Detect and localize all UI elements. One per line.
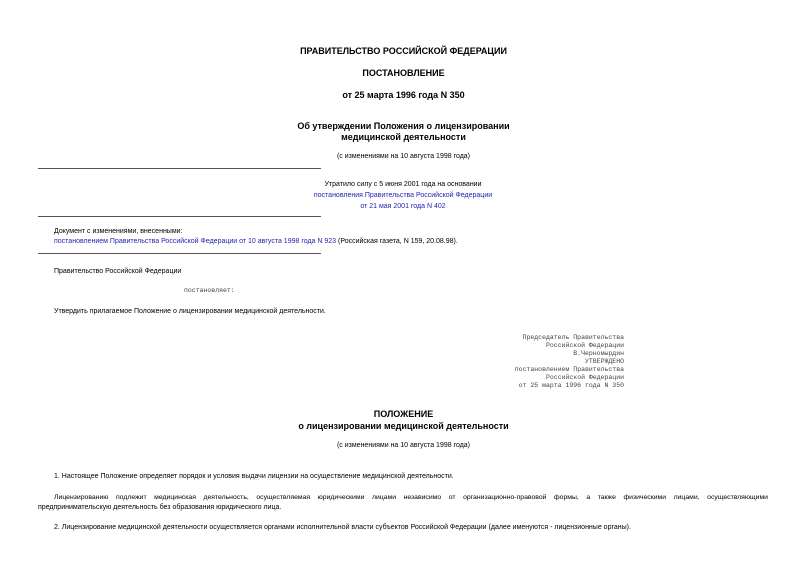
regulation-title: ПОЛОЖЕНИЕ bbox=[373, 409, 434, 419]
approval-line: УТВЕРЖДЕНО bbox=[584, 358, 624, 365]
approve-text: Утвердить прилагаемое Положение о лицензировании медицинской деятельности. bbox=[54, 308, 326, 315]
expired-link-line-2[interactable]: от 21 мая 2001 года N 402 bbox=[360, 203, 446, 210]
changes-line bbox=[54, 236, 458, 247]
approval-line: Председатель Правительства bbox=[522, 334, 624, 341]
paragraph-2-line-2: предпринимательскую деятельность без образования юридического лица. bbox=[38, 504, 282, 511]
paragraph-2-line-1: Лицензированию подлежит медицинская деятельность, осуществляемая юридическими лицами независимо от организационно-правовой формы, а также физическими лицами, осуществляющими bbox=[54, 494, 768, 501]
approval-line: В.Черномырдин bbox=[573, 350, 624, 357]
expired-line: Утратило силу с 5 июня 2001 года на основании bbox=[324, 181, 482, 188]
title-line-1: Об утверждении Положения о лицензировании bbox=[297, 121, 510, 131]
paragraph-1: 1. Настоящее Положение определяет порядок и условия выдачи лицензии на осуществление медицинской деятельности. bbox=[54, 473, 454, 480]
approval-line: постановлением Правительства bbox=[514, 366, 624, 373]
government-heading: ПРАВИТЕЛЬСТВО РОССИЙСКОЙ ФЕДЕРАЦИИ bbox=[300, 46, 507, 56]
issuer-text: Правительство Российской Федерации bbox=[54, 268, 182, 275]
approval-block bbox=[480, 334, 624, 390]
divider bbox=[38, 216, 321, 217]
expired-link-line-1[interactable]: постановления Правительства Российской Федерации bbox=[313, 192, 493, 199]
regulation-amendments: (с изменениями на 10 августа 1998 года) bbox=[336, 442, 471, 449]
changes-link[interactable]: постановлением Правительства Российской Федерации от 10 августа 1998 года N 923 bbox=[54, 238, 337, 245]
divider bbox=[38, 168, 321, 169]
approval-line: Российской Федерации bbox=[545, 342, 624, 349]
changes-label: Документ с изменениями, внесенными: bbox=[54, 228, 183, 235]
amendments-note: (с изменениями на 10 августа 1998 года) bbox=[336, 153, 471, 160]
approval-line: Российской Федерации bbox=[545, 374, 624, 381]
title-line-2: медицинской деятельности bbox=[341, 132, 466, 142]
changes-source: (Российская газета, N 159, 20.08.98). bbox=[336, 238, 458, 245]
decrees-text: постановляет: bbox=[184, 287, 235, 294]
regulation-subtitle: о лицензировании медицинской деятельности bbox=[298, 421, 509, 431]
date-number-heading: от 25 марта 1996 года N 350 bbox=[342, 90, 465, 100]
approval-line: от 25 марта 1996 года N 350 bbox=[518, 382, 624, 389]
doc-type-heading: ПОСТАНОВЛЕНИЕ bbox=[362, 68, 445, 78]
divider bbox=[38, 253, 321, 254]
paragraph-3: 2. Лицензирование медицинской деятельности осуществляется органами исполнительной власти субъектов Российской Федерации (далее именуются - лицензионные органы). bbox=[54, 524, 631, 531]
expired-note bbox=[300, 179, 506, 212]
